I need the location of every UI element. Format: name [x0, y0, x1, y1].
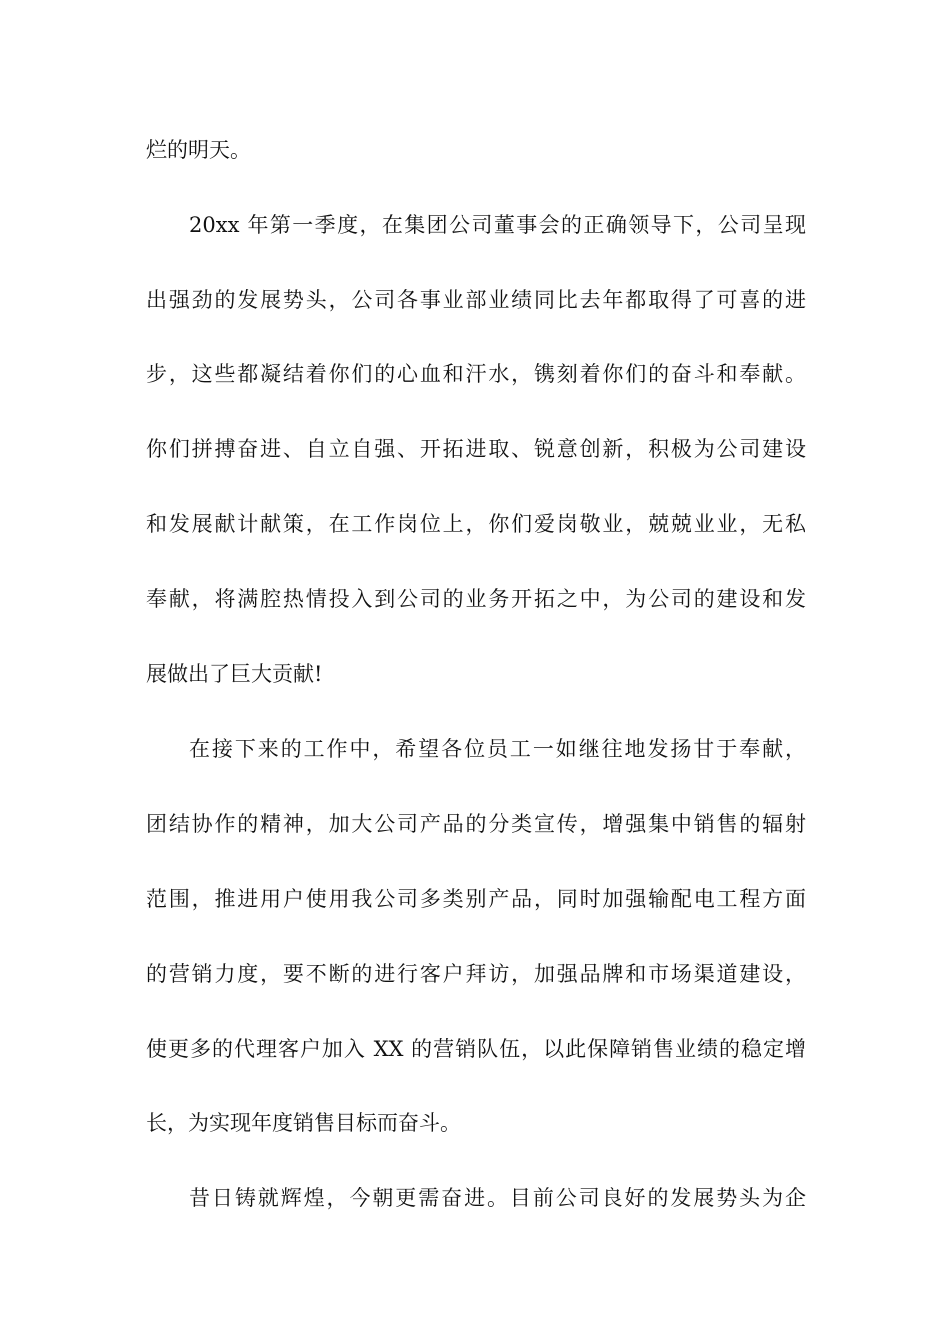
paragraph-line: 你们拼搏奋进、自立自强、开拓进取、锐意创新，积极为公司建设: [146, 437, 806, 461]
paragraph-line: 使更多的代理客户加入 XX 的营销队伍，以此保障销售业绩的稳定增: [146, 1037, 806, 1061]
paragraph-line: 长，为实现年度销售目标而奋斗。: [146, 1111, 461, 1135]
paragraph-line: 在接下来的工作中，希望各位员工一如继往地发扬甘于奉献，: [189, 737, 806, 761]
paragraph-line: 展做出了巨大贡献!: [146, 662, 323, 686]
paragraph-line: 和发展献计献策，在工作岗位上，你们爱岗敬业，兢兢业业，无私: [146, 512, 806, 536]
paragraph-line: 20xx 年第一季度，在集团公司董事会的正确领导下，公司呈现: [189, 213, 806, 237]
paragraph-line: 步，这些都凝结着你们的心血和汗水，镌刻着你们的奋斗和奉献。: [146, 362, 806, 386]
paragraph-line: 的营销力度，要不断的进行客户拜访，加强品牌和市场渠道建设，: [146, 962, 806, 986]
paragraph-line: 昔日铸就辉煌，今朝更需奋进。目前公司良好的发展势头为企: [189, 1186, 806, 1210]
paragraph-line: 范围，推进用户使用我公司多类别产品，同时加强输配电工程方面: [146, 887, 806, 911]
paragraph-line: 烂的明天。: [146, 138, 251, 162]
paragraph-line: 出强劲的发展势头，公司各事业部业绩同比去年都取得了可喜的进: [146, 288, 806, 312]
paragraph-line: 奉献，将满腔热情投入到公司的业务开拓之中，为公司的建设和发: [146, 587, 806, 611]
paragraph-line: 团结协作的精神，加大公司产品的分类宣传，增强集中销售的辐射: [146, 812, 806, 836]
